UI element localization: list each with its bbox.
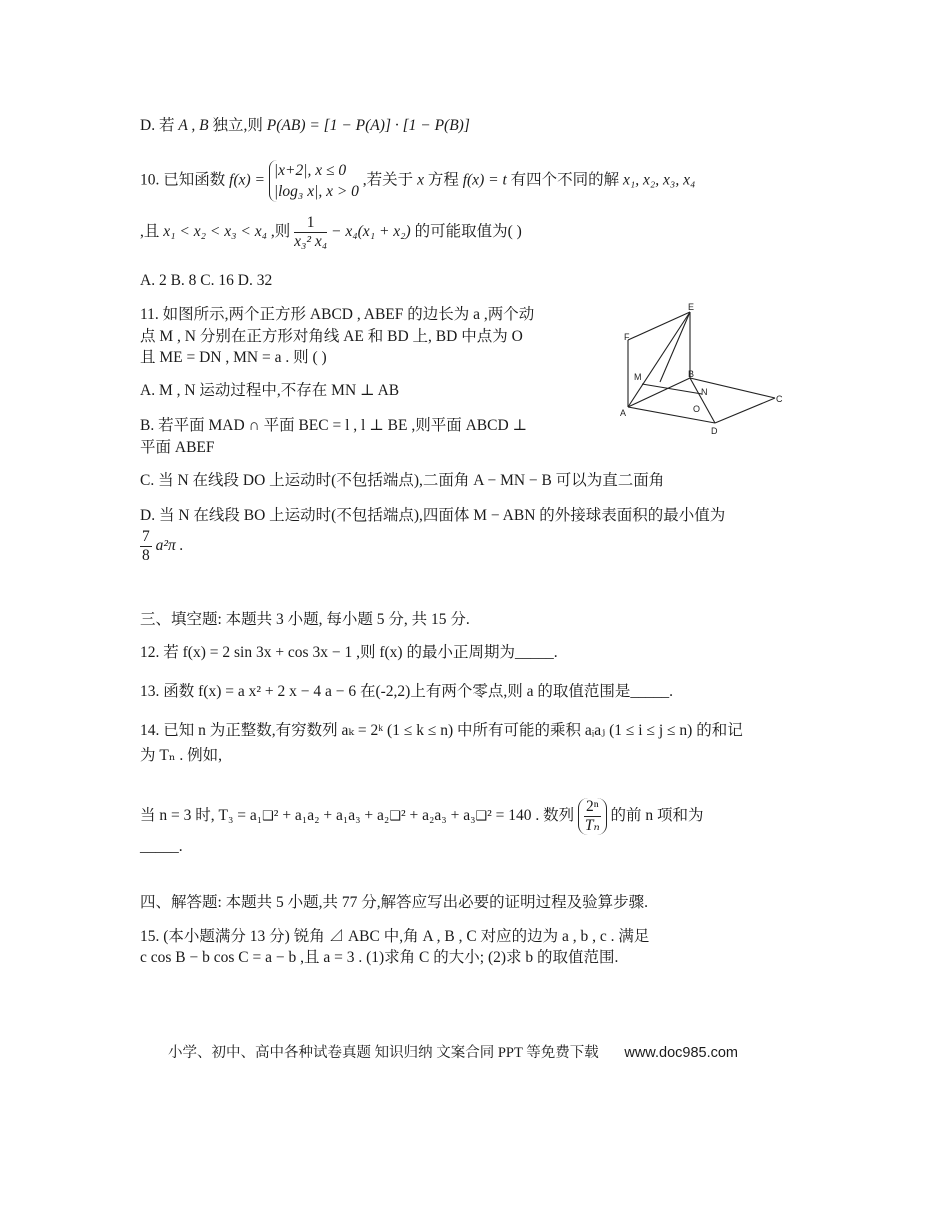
q11-option-b-line2: 平面 ABEF xyxy=(140,439,215,456)
q14-mid1: ² + a₁a₂ + a₁a₃ + a₂ xyxy=(273,807,390,825)
label-N: N xyxy=(701,387,708,397)
q14-sequence xyxy=(578,798,607,835)
q10-line2-text: ,则 xyxy=(270,223,291,241)
q13: 13. 函数 f(x) = a x² + 2 x − 4 a − 6 在(-2,2)上有两个零点,则 a 的取值范围是_____. xyxy=(140,683,673,700)
label-E: E xyxy=(688,302,695,312)
label-A: A xyxy=(620,408,627,418)
label-C: C xyxy=(776,394,783,404)
label-B: B xyxy=(688,369,695,379)
label-O: O xyxy=(693,404,701,414)
q10-case1: |x+2|, x ≤ 0 xyxy=(273,162,347,179)
q14-lead: 当 n = 3 时, T₃ = a₁ xyxy=(140,807,263,825)
q10-lead: 10. 已知函数 xyxy=(140,171,226,189)
q14-blank: _____. xyxy=(140,838,183,855)
q9d-events: A , B xyxy=(178,117,209,134)
q14-line3 xyxy=(140,798,704,835)
q11-line3: 且 ME = DN , MN = a . 则 ( ) xyxy=(140,349,327,366)
q10-expr-tail: − x₄(x₁ + x₂) xyxy=(331,223,411,241)
q10-frac-den: x₃² x₄ xyxy=(294,233,328,250)
q10-x: x xyxy=(417,171,424,189)
q10-line1 xyxy=(140,160,695,202)
q10-equation: f(x) = t xyxy=(462,171,507,189)
q10-fraction xyxy=(294,214,327,251)
q15-line2: c cos B − b cos C = a − b ,且 a = 3 . (1)求角 C 的大小; (2)求 b 的取值范围. xyxy=(140,949,619,966)
q11-option-c: C. 当 N 在线段 DO 上运动时(不包括端点),二面角 A − MN − B 可以为直二面角 xyxy=(140,472,665,489)
q10-frac-num: 1 xyxy=(294,214,327,233)
q14-square-glyph: ❑ xyxy=(475,808,488,824)
q14-mid2: ² + a₂a₃ + a₃ xyxy=(401,807,476,825)
q10-line2 xyxy=(140,214,522,251)
q9d-formula: P(AB) = [1 − P(A)] · [1 − P(B)] xyxy=(266,117,470,134)
q11-frac-num: 7 xyxy=(142,528,150,545)
q10-text1: ,若关于 xyxy=(362,171,414,189)
q11-line2: 点 M , N 分别在正方形对角线 AE 和 BD 上, BD 中点为 O xyxy=(140,328,523,345)
q14-square-glyph: ❑ xyxy=(389,808,401,824)
q9-option-d xyxy=(140,116,470,136)
section3-heading: 三、填空题: 本题共 3 小题, 每小题 5 分, 共 15 分. xyxy=(140,611,470,628)
q14-seq-num: 2ⁿ xyxy=(586,798,599,815)
geometry-diagram xyxy=(610,300,800,440)
q15-line1: 15. (本小题满分 13 分) 锐角 ⊿ ABC 中,角 A , B , C 对应的边为 a , b , c . 满足 xyxy=(140,928,650,945)
q10-options: A. 2 B. 8 C. 16 D. 32 xyxy=(140,272,273,289)
q11-option-d-value xyxy=(140,528,184,565)
q11-option-b-line1: B. 若平面 MAD ∩ 平面 BEC = l , l ⊥ BE ,则平面 ABCD ⊥ xyxy=(140,417,528,434)
q10-piecewise xyxy=(269,160,359,202)
footer-text: 小学、初中、高中各种试卷真题 知识归纳 文案合同 PPT 等免费下载 xyxy=(168,1045,599,1061)
q11-frac xyxy=(140,528,152,565)
q14-tail: ² = 140 . 数列 xyxy=(487,807,575,825)
label-M: M xyxy=(634,372,642,382)
q10-order: x₁ < x₂ < x₃ < x₄ xyxy=(163,223,267,241)
q11-option-d: D. 当 N 在线段 BO 上运动时(不包括端点),四面体 M − ABN 的外接球表面积的最小值为 xyxy=(140,507,726,524)
q9d-text: 独立,则 xyxy=(212,117,263,134)
page-footer xyxy=(168,1041,738,1062)
q9d-lead: D. 若 xyxy=(140,117,175,134)
q11-line1: 11. 如图所示,两个正方形 ABCD , ABEF 的边长为 a ,两个动 xyxy=(140,306,535,323)
q11-optd-tail: a²π . xyxy=(155,537,184,555)
q14-seq-den: Tₙ xyxy=(584,817,600,834)
q10-text2: 方程 xyxy=(427,171,459,189)
q10-tail: 的可能取值为( ) xyxy=(414,223,522,241)
q11-option-a: A. M , N 运动过程中,不存在 MN ⊥ AB xyxy=(140,382,400,399)
q10-line2-lead: ,且 xyxy=(140,223,160,241)
q14-line2: 为 Tₙ . 例如, xyxy=(140,747,223,764)
footer-url: www.doc985.com xyxy=(624,1045,738,1061)
q10-fx: f(x) = xyxy=(229,171,265,189)
q10-case2: |log₃ x|, x > 0 xyxy=(273,183,359,200)
label-F: F xyxy=(624,332,630,342)
q14-end: 的前 n 项和为 xyxy=(610,807,704,825)
label-D: D xyxy=(711,426,718,436)
q10-text3: 有四个不同的解 xyxy=(510,171,620,189)
q14-line1: 14. 已知 n 为正整数,有穷数列 aₖ = 2ᵏ (1 ≤ k ≤ n) 中所有可能的乘积 aᵢaⱼ (1 ≤ i ≤ j ≤ n) 的和记 xyxy=(140,722,743,739)
q14-square-glyph: ❑ xyxy=(262,808,274,824)
q12: 12. 若 f(x) = 2 sin 3x + cos 3x − 1 ,则 f(x) 的最小正周期为_____. xyxy=(140,644,558,661)
q10-roots: x₁, x₂, x₃, x₄ xyxy=(623,171,696,189)
q11-frac-den: 8 xyxy=(142,547,150,564)
section4-heading: 四、解答题: 本题共 5 小题,共 77 分,解答应写出必要的证明过程及验算步骤. xyxy=(140,894,649,911)
